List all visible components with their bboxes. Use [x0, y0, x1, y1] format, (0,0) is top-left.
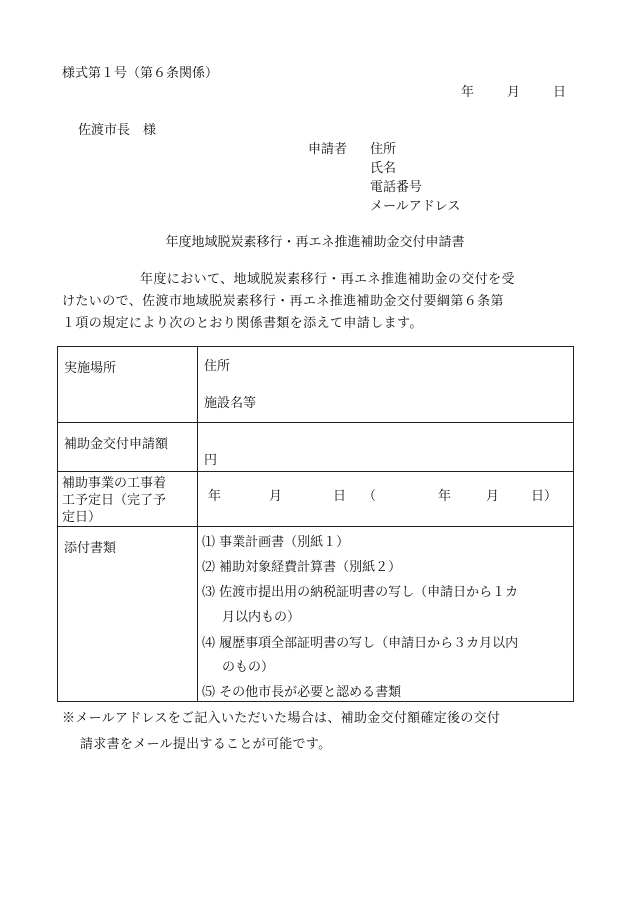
table-row-attachments	[58, 527, 574, 702]
attachment-item-4-cont: のもの）	[222, 660, 275, 675]
attachment-item-3-cont: 月以内もの）	[222, 610, 301, 625]
applicant-name-label: 氏名	[370, 161, 397, 176]
amount-unit: 円	[204, 453, 218, 468]
date-year-label: 年	[461, 85, 475, 100]
form-number: 様式第１号（第６条関係）	[62, 66, 219, 81]
schedule-label	[58, 472, 198, 527]
table-row-amount	[58, 423, 574, 472]
schedule-label-line-3: 定日）	[62, 510, 102, 525]
note-line-2: 請求書をメール提出することが可能です。	[80, 737, 332, 752]
amount-value-cell[interactable]	[198, 423, 574, 472]
attachment-item-3: ⑶ 佐渡市提出用の納税証明書の写し（申請日から１カ	[202, 585, 519, 600]
addressee: 佐渡市長 様	[78, 123, 157, 138]
body-line-3: １項の規定により次のとおり関係書類を添えて申請します。	[62, 316, 423, 331]
application-table	[57, 346, 574, 702]
applicant-email-label: メールアドレス	[370, 199, 461, 214]
body-line-1: 年度において、地域脱炭素移行・再エネ推進補助金の交付を受	[140, 272, 515, 287]
email-note	[62, 706, 582, 758]
location-label: 実施場所	[58, 347, 198, 423]
schedule-start-year: 年	[208, 489, 222, 504]
schedule-paren-open: （	[363, 489, 377, 504]
schedule-start-day: 日	[333, 489, 347, 504]
date-day-label: 日	[553, 85, 567, 100]
attachment-item-4: ⑷ 履歴事項全部証明書の写し（申請日から３カ月以内	[202, 636, 519, 651]
document-title: 年度地域脱炭素移行・再エネ推進補助金交付申請書	[165, 235, 465, 250]
schedule-end-year: 年	[438, 489, 452, 504]
schedule-label-line-2: 工予定日（完了予	[62, 493, 167, 508]
schedule-value-cell[interactable]	[198, 472, 574, 527]
date-month-label: 月	[507, 85, 521, 100]
body-line-2: けたいので、佐渡市地域脱炭素移行・再エネ推進補助金交付要綱第６条第	[62, 294, 504, 309]
table-row-location	[58, 347, 574, 423]
applicant-label: 申請者	[308, 142, 348, 157]
attachment-item-2: ⑵ 補助対象経費計算書（別紙２）	[202, 560, 402, 575]
location-facility-label: 施設名等	[204, 396, 257, 411]
schedule-end-day: 日）	[531, 489, 558, 504]
schedule-label-line-1: 補助事業の工事着	[62, 476, 167, 491]
applicant-address-label: 住所	[370, 142, 397, 157]
note-line-1: ※メールアドレスをご記入いただいた場合は、補助金交付額確定後の交付	[62, 711, 501, 726]
location-address-label: 住所	[204, 359, 231, 374]
schedule-end-month: 月	[486, 489, 500, 504]
applicant-phone-label: 電話番号	[370, 180, 423, 195]
attachments-value-cell	[198, 527, 574, 702]
location-value-cell[interactable]	[198, 347, 574, 423]
attachment-item-5: ⑸ その他市長が必要と認める書類	[202, 685, 402, 700]
table-row-schedule	[58, 472, 574, 527]
body-paragraph	[62, 269, 570, 335]
attachments-label: 添付書類	[58, 527, 198, 702]
amount-label: 補助金交付申請額	[58, 423, 198, 472]
schedule-start-month: 月	[269, 489, 283, 504]
attachment-item-1: ⑴ 事業計画書（別紙１）	[202, 535, 350, 550]
